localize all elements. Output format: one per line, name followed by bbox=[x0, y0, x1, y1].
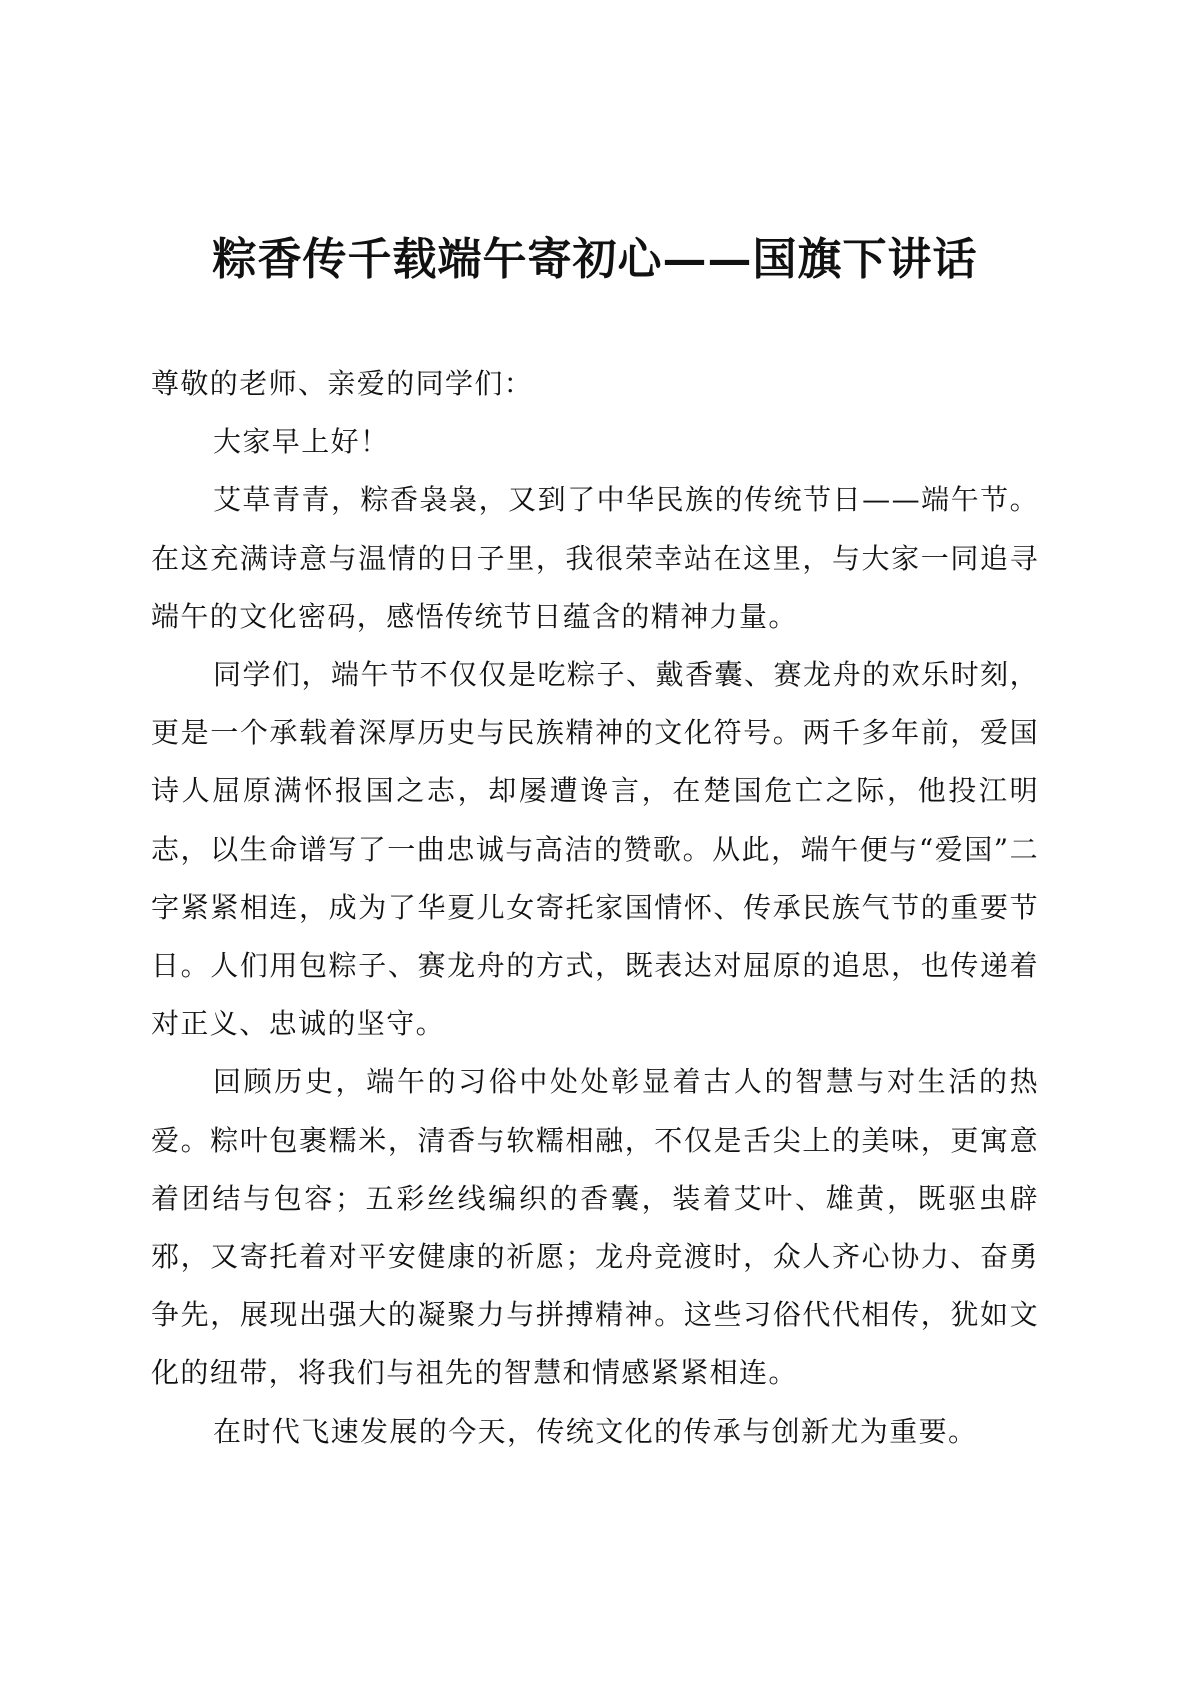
speech-body bbox=[151, 355, 1039, 1461]
page-title: 粽香传千载端午寄初心——国旗下讲话 bbox=[212, 234, 978, 285]
paragraph-2: 同学们，端午节不仅仅是吃粽子、戴香囊、赛龙舟的欢乐时刻，更是一个承载着深厚历史与民族精神的文化符号。两千多年前，爱国诗人屈原满怀报国之志，却屡遭谗言，在楚国危亡之际，他投江明志，以生命谱写了一曲忠诚与高洁的赞歌。从此，端午便与“爱国”二字紧紧相连，成为了华夏儿女寄托家国情怀、传承民族气节的重要节日。人们用包粽子、赛龙舟的方式，既表达对屈原的追思，也传递着对正义、忠诚的坚守。 bbox=[151, 658, 1039, 1041]
salutation: 尊敬的老师、亲爱的同学们： bbox=[151, 367, 534, 400]
greeting: 大家早上好！ bbox=[213, 425, 390, 459]
paragraph-1: 艾草青青，粽香袅袅，又到了中华民族的传统节日——端午节。在这充满诗意与温情的日子里，我很荣幸站在这里，与大家一同追寻端午的文化密码，感悟传统节日蕴含的精神力量。 bbox=[151, 483, 1039, 633]
paragraph-4: 在时代飞速发展的今天，传统文化的传承与创新尤为重要。 bbox=[213, 1414, 978, 1448]
paragraph-3: 回顾历史，端午的习俗中处处彰显着古人的智慧与对生活的热爱。粽叶包裹糯米，清香与软糯相融，不仅是舌尖上的美味，更寓意着团结与包容；五彩丝线编织的香囊，装着艾叶、雄黄，既驱虫辟邪，又寄托着对平安健康的祈愿；龙舟竞渡时，众人齐心协力、奋勇争先，展现出强大的凝聚力与拼搏精神。这些习俗代代相传，犹如文化的纽带，将我们与祖先的智慧和情感紧紧相连。 bbox=[151, 1065, 1039, 1390]
